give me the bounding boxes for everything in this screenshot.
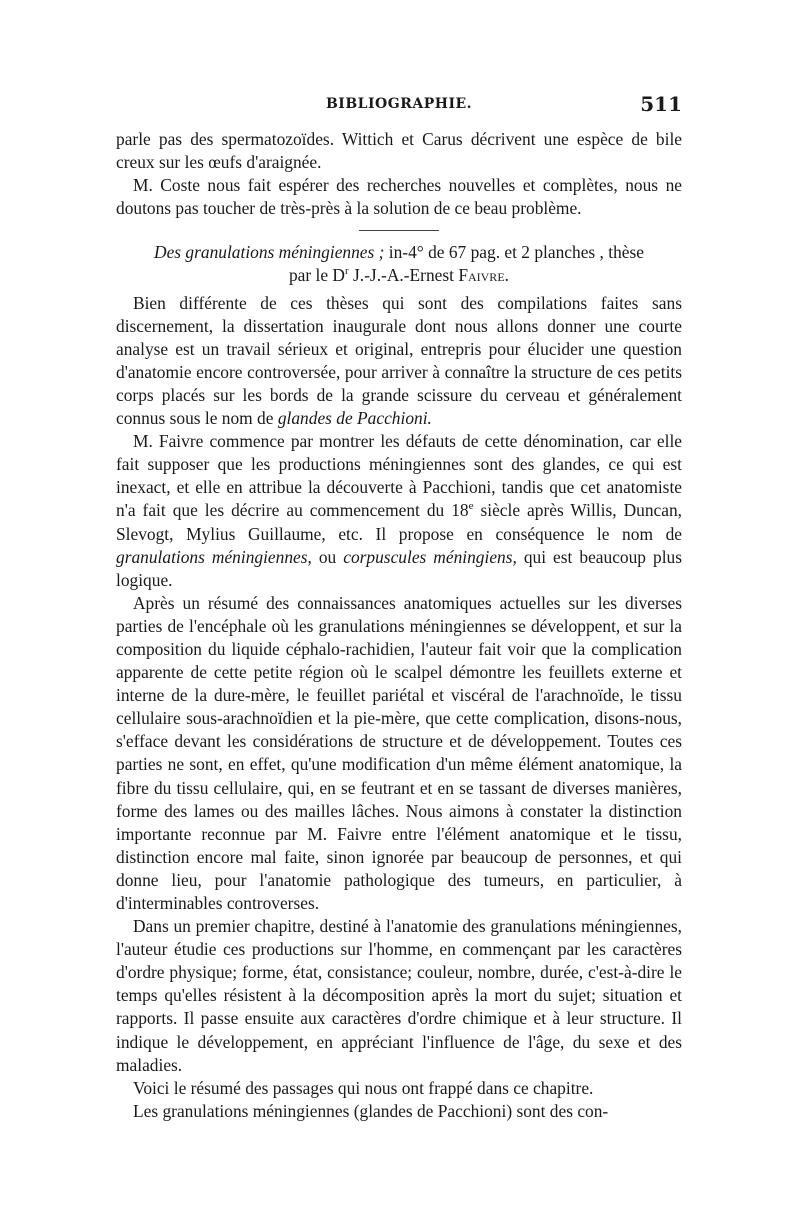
italic-term: granulations méningiennes bbox=[116, 546, 308, 567]
paragraph-text: , ou bbox=[307, 546, 344, 567]
paragraph-text: qui est beaucoup plus logique. bbox=[116, 546, 682, 590]
review-title-italic: Des granulations méningiennes ; bbox=[154, 242, 385, 263]
paragraph bbox=[116, 430, 682, 592]
page-number: 511 bbox=[640, 92, 682, 116]
paragraph: Après un résumé des connaissances anatomiques actuelles sur les diverses parties de l'encéphale où les granulations méningiennes se développent, et sur la composition du liquide céphalo-rachidien, l'auteur fait voir que la complication apparente de cette petite région où le scalpel démontre les feuillets externe et interne de la dure-mère, le feuillet pariétal et viscéral de l'arachnoïde, le tissu cellulaire sous-arachnoïdien et la pie-mère, que cette complication, disons-nous, s'efface devant les considérations de structure et de développement. Toutes ces parties ne sont, en effet, qu'une modification d'un même élément anatomique, la fibre du tissu cellulaire, qui, en se feutrant et en se tassant de diverses manières, forme des lames ou des mailles lâches. Nous aimons à constater la distinction importante reconnue par M. Faivre entre l'élément anatomique et le tissu, distinction encore mal faite, sinon ignorée par beaucoup de personnes, et qui donne lieu, pour l'anatomie pathologique des tumeurs, en particulier, à d'interminables controverses. bbox=[116, 592, 682, 913]
author-prefix: par le D bbox=[288, 265, 345, 286]
running-title: BIBLIOGRAPHIE. bbox=[325, 96, 473, 112]
author-initials: J.-J.-A.-Ernest bbox=[348, 265, 459, 286]
paragraph: Dans un premier chapitre, destiné à l'anatomie des granulations méningiennes, l'auteur étudie ces productions sur l'homme, en commençant par les caractères d'ordre physique; forme, état, consistance; couleur, nombre, durée, c'est-à-dire le temps qu'elles résistent à la décomposition après la mort du sujet; situation et rapports. Il passe ensuite aux caractères d'ordre chimique et à leur structure. Il indique le développement, en appréciant l'influence de l'âge, du sexe et des maladies. bbox=[116, 916, 682, 1075]
body-text bbox=[116, 128, 682, 1123]
author-surname: Faivre. bbox=[458, 265, 509, 286]
review-title-details: in-4° de 67 pag. et 2 planches , thèse bbox=[384, 242, 644, 263]
paragraph: parle pas des spermatozoïdes. Wittich et Carus décrivent une espèce de bile creux sur les œufs d'araignée. bbox=[116, 129, 682, 173]
paragraph-text: Bien différente de ces thèses qui sont des compilations faites sans discernement, la dissertation inaugurale dont nous allons donner une courte analyse est un travail sérieux et original, entrepris pour élucider une question d'anatomie encore controversée, pour arriver à connaître la structure de ces petits corps placés sur les bords de la grande scissure du cerveau et généralement connus sous le nom de bbox=[116, 292, 682, 429]
review-title bbox=[116, 241, 682, 287]
superscript: e bbox=[468, 500, 474, 513]
paragraph: M. Coste nous fait espérer des recherches nouvelles et complètes, nous ne doutons pas toucher de très-près à la solution de ce beau problème. bbox=[116, 175, 682, 219]
paragraph: Les granulations méningiennes (glandes de Pacchioni) sont des con- bbox=[133, 1100, 609, 1121]
paragraph-text: M. Faivre commence par montrer les défauts de cette dénomination, car elle fait supposer que les productions méningiennes sont des glandes, ce qui est inexact, et elle en attribue la découverte à Pacchioni, tandis que cet anatomiste n'a fait que les décrire au commencement du 18 bbox=[116, 431, 682, 521]
paragraph-text: siècle après Willis, Duncan, Slevogt, Mylius Guillaume, etc. Il propose en conséquence le nom de bbox=[116, 500, 683, 544]
italic-term: corpuscules méningiens, bbox=[343, 546, 517, 567]
paragraph: Voici le résumé des passages qui nous ont frappé dans ce chapitre. bbox=[133, 1077, 594, 1098]
paragraph bbox=[116, 292, 682, 431]
section-divider bbox=[359, 230, 439, 231]
author-prefix-sup: r bbox=[345, 265, 349, 278]
italic-term: glandes de Pacchioni. bbox=[277, 408, 432, 429]
